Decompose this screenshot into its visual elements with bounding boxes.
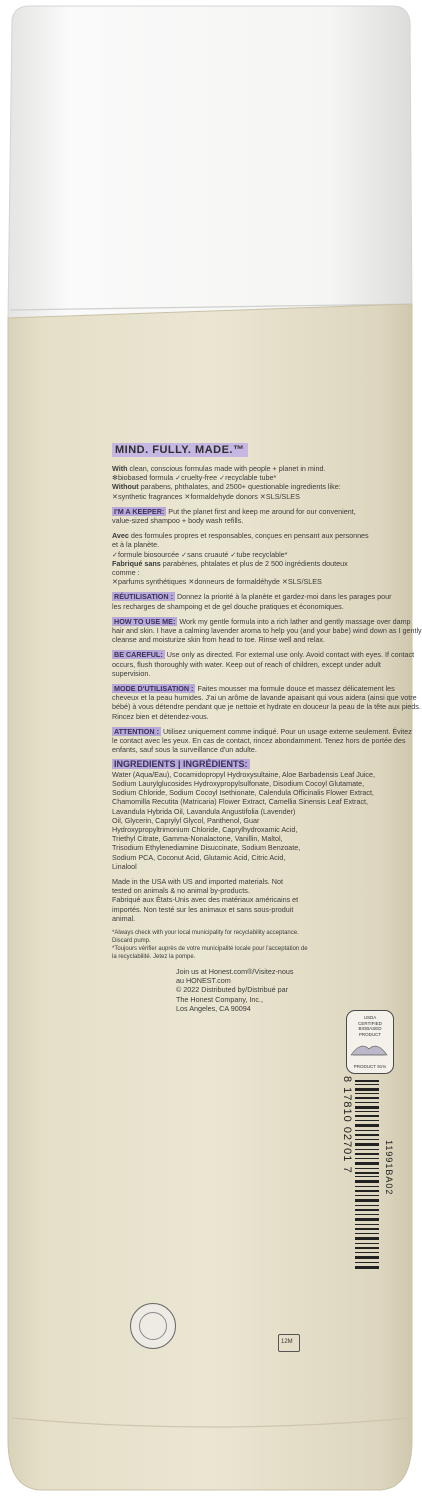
- seal-line: BIOBASED: [358, 1026, 382, 1031]
- seal-line: PRODUCT: [358, 1031, 382, 1037]
- seal-line: USDA: [363, 1015, 377, 1020]
- ingredients-line: Lavandula Hybrida Oil, Lavandula Angustifolia (Lavender): [112, 806, 296, 816]
- barcode-side-code: 11991BA02: [384, 1140, 394, 1196]
- footnote-line: *Toujours vérifier auprès de votre municipalité locale pour l'acceptation de: [112, 945, 308, 952]
- how-to-text-2: hair and skin. I have a calming lavender aroma to help you (and your babe) wind down as I gently: [112, 626, 422, 636]
- fr-fabrique-text: parabènes, phtalates et plus de 2 500 ingrédients douteux: [162, 558, 348, 568]
- how-to-heading: HOW TO USE ME:: [114, 616, 176, 626]
- footnote-line: *Always check with your local municipality for recyclability acceptance.: [112, 929, 299, 936]
- ingredients-heading: INGREDIENTS | INGRÉDIENTS:: [114, 759, 248, 770]
- footnote-line: la recyclabilité. Jetez la pompe.: [112, 953, 196, 960]
- period-after-opening-icon: [278, 1334, 300, 1352]
- company-line: Join us at Honest.com®/Visitez-nous: [176, 966, 294, 976]
- seal-percent: PRODUCT 91%: [353, 1064, 387, 1069]
- bottle-cap: [8, 6, 412, 318]
- how-to-text-3: cleanse and moisturize skin from head to toe. Rinse well and relax.: [112, 635, 325, 645]
- mode-heading: MODE D'UTILISATION :: [114, 684, 194, 694]
- attention-heading: ATTENTION :: [114, 726, 159, 736]
- reutilisation-text-1: Donnez la priorité à la planète et gardez-moi dans les parages pour: [176, 592, 392, 602]
- mode-text-4: Rincez bien et détendez-vous.: [112, 711, 209, 721]
- careful-text-3: supervision.: [112, 668, 151, 678]
- fr-comme: comme :: [112, 568, 140, 578]
- made-in-line: importés. Non testé sur les animaux et sans sous-produit: [112, 904, 294, 914]
- ingredients-line: Chamomilla Recutita (Matricaria) Flower Extract, Camellia Sinensis Leaf Extract,: [112, 797, 369, 807]
- usda-biobased-seal: [346, 1010, 394, 1074]
- company-line: Los Angeles, CA 90094: [176, 1003, 251, 1013]
- made-in-line: animal.: [112, 913, 136, 923]
- fr-claims: ✓formule biosourcée ✓sans cruauté ✓tube recyclable*: [112, 549, 288, 559]
- careful-text-2: occurs, flush thoroughly with water. Keep out of reach of children, except under adult: [112, 659, 381, 669]
- company-line: au HONEST.com: [176, 976, 231, 986]
- ingredients-line: Triethyl Citrate, Gamma-Nonalactone, Vanillin, Maltol,: [112, 834, 283, 844]
- honest-company-logo: [130, 1303, 176, 1349]
- attention-text-2: le contact avec les yeux. En cas de contact, rincez abondamment. Tenez hors de portée des: [112, 736, 406, 746]
- fr-avec-text: des formules propres et responsables, conçues en pensant aux personnes: [130, 531, 369, 541]
- how-to-text-1: Work my gentle formula into a rich lather and gently massage over damp: [179, 616, 411, 626]
- made-in-line: tested on animals & no animal by-products.: [112, 886, 250, 896]
- keeper-heading: I'M A KEEPER:: [114, 506, 165, 516]
- mode-text-2: cheveux et la peau humides. J'ai un arôme de lavande apaisant qui vous aidera (ainsi que votre: [112, 693, 417, 703]
- careful-heading: BE CAREFUL:: [114, 650, 163, 660]
- ingredients-line: Hydroxypropyltrimonium Chloride, Caprylhydroxamic Acid,: [112, 824, 298, 834]
- brand-heading: MIND. FULLY. MADE.™: [112, 443, 248, 457]
- company-line: The Honest Company, Inc.,: [176, 994, 263, 1004]
- with-text: clean, conscious formulas made with people + planet in mind.: [129, 464, 326, 473]
- pao-label: 12M: [281, 1339, 293, 1345]
- ingredients-line: Sodium Laurylglucosides Hydroxypropylsulfonate, Disodium Cocoyl Glutamate,: [112, 778, 365, 788]
- fr-avec-text-2: et à la planète.: [112, 540, 160, 550]
- without-text: parabens, phthalates, and 2500+ questionable ingredients like:: [140, 482, 341, 492]
- with-bold: With: [112, 464, 128, 473]
- careful-text-1: Use only as directed. For external use only. Avoid contact with eyes. If contact: [166, 650, 415, 660]
- barcode: [355, 1080, 379, 1270]
- fr-list: ✕parfums synthétiques ✕donneurs de formaldéhyde ✕SLS/SLES: [112, 577, 322, 587]
- barcode-digits: 8 17810 02701 7: [341, 1076, 353, 1174]
- ingredients-line: Oil, Glycerin, Caprylyl Glycol, Panthenol, Guar: [112, 815, 260, 825]
- seal-landscape-icon: [347, 1037, 391, 1059]
- mode-text-3: bébé) à vous détendre pendant que je nettoie et hydrate en douceur la peau de la tête aux pieds.: [112, 702, 421, 712]
- ingredients-line: Sodium Chloride, Sodium Cocoyl Isethionate, Calendula Officinalis Flower Extract,: [112, 788, 374, 798]
- made-in-line: Made in the USA with US and imported materials. Not: [112, 876, 283, 886]
- reutilisation-text-2: les recharges de shampoing et de gel douche pratiques et économiques.: [112, 601, 344, 611]
- attention-text-3: enfants, sauf sous la surveillance d'un adulte.: [112, 745, 257, 755]
- fr-fabrique-bold: Fabriqué sans: [112, 558, 161, 568]
- keeper-text-1: Put the planet first and keep me around for our convenient,: [168, 506, 356, 516]
- reutilisation-heading: RÉUTILISATION :: [114, 592, 173, 602]
- company-line: © 2022 Distributed by/Distribué par: [176, 985, 288, 995]
- footnote-line: Discard pump.: [112, 937, 151, 944]
- seal-line: CERTIFIED: [358, 1020, 382, 1026]
- attention-text-1: Utilisez uniquement comme indiqué. Pour un usage externe seulement. Évitez: [162, 726, 412, 736]
- without-bold: Without: [112, 482, 139, 492]
- keeper-text-2: value-sized shampoo + body wash refills.: [112, 516, 244, 526]
- fr-avec-bold: Avec: [112, 531, 129, 541]
- mode-text-1: Faites mousser ma formule douce et massez délicatement les: [197, 684, 395, 694]
- claims-list: ✻biobased formula ✓cruelty-free ✓recyclable tube*: [112, 473, 277, 483]
- without-list: ✕synthetic fragrances ✕formaldehyde donors ✕SLS/SLES: [112, 491, 300, 501]
- ingredients-line: Sodium PCA, Coconut Acid, Glutamic Acid, Citric Acid,: [112, 852, 286, 862]
- made-in-line: Fabriqué aux États-Unis avec des matériaux américains et: [112, 895, 299, 905]
- ingredients-line: Water (Aqua/Eau), Cocamidopropyl Hydroxysultaine, Aloe Barbadensis Leaf Juice,: [112, 769, 376, 779]
- ingredients-line: Trisodium Ethylenediamine Disuccinate, Sodium Benzoate,: [112, 843, 301, 853]
- ingredients-line: Linalool: [112, 861, 137, 871]
- product-label: [112, 440, 422, 1013]
